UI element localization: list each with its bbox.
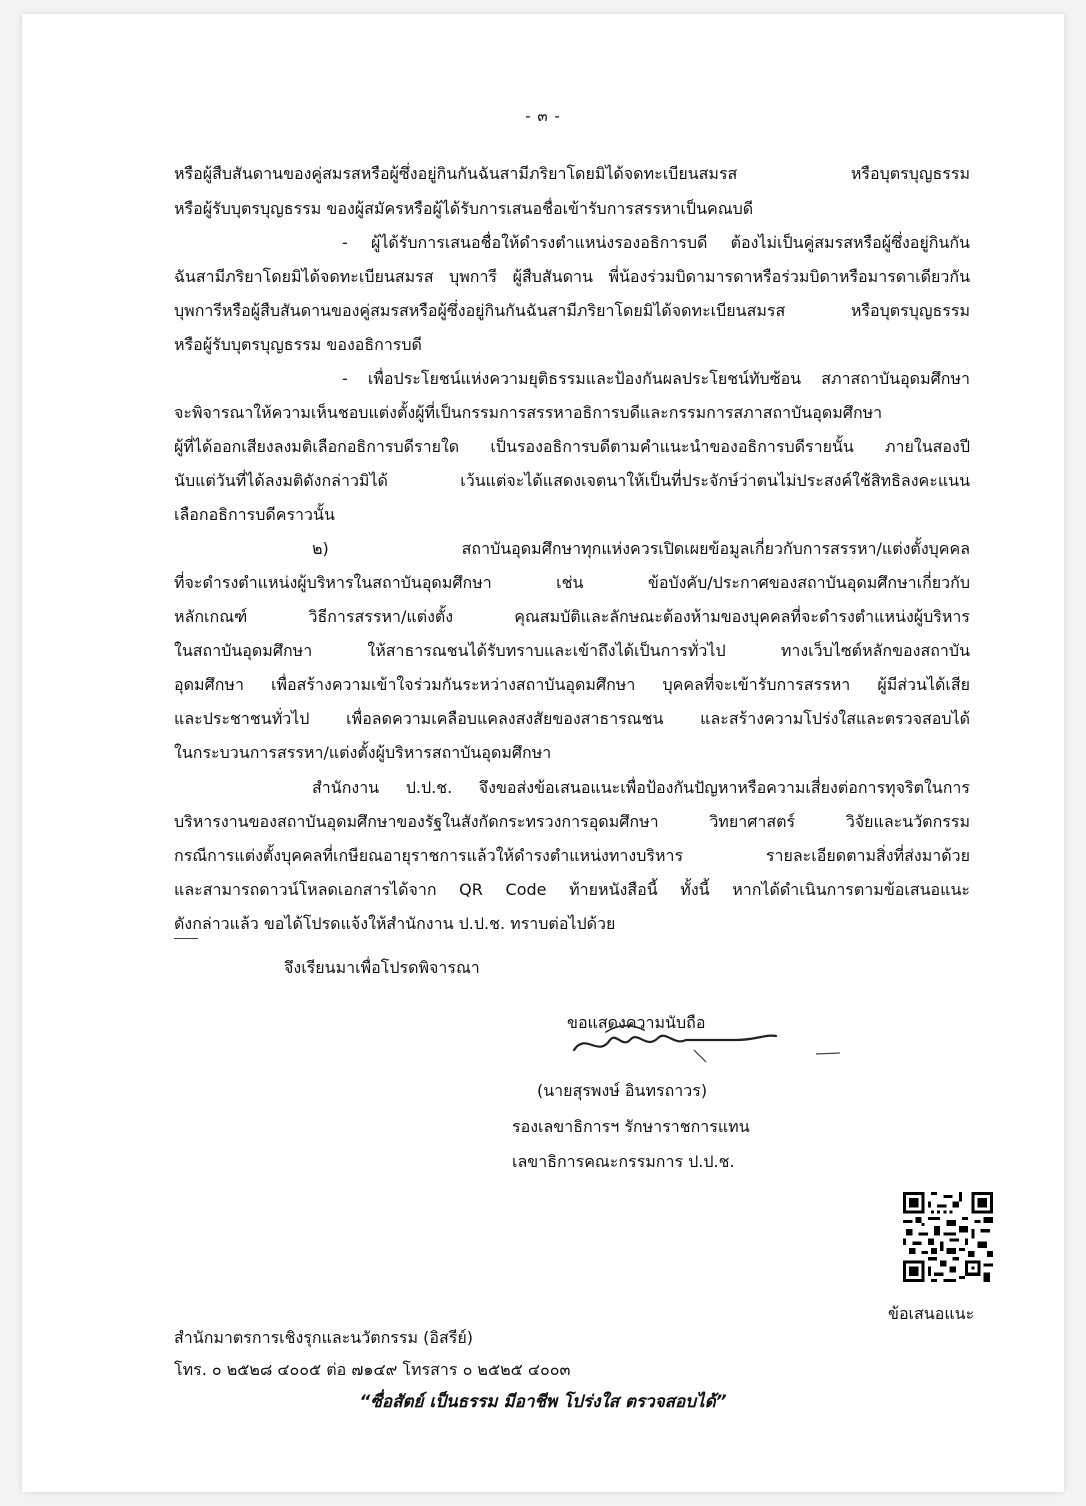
qr-code-label: ข้อเสนอแนะ [888,1304,975,1323]
qr-code-icon [903,1192,993,1282]
signer-position-2: เลขาธิการคณะกรรมการ ป.ป.ช. [512,1152,735,1171]
paragraph-line: ๒) สถาบันอุดมศึกษาทุกแห่งควรเปิดเผยข้อมูลเกี่ยวกับการสรรหา/แต่งตั้งบุคคล [312,539,970,558]
page-number: - ๓ - [525,107,561,125]
paragraph-line: ในกระบวนการสรรหา/แต่งตั้งผู้บริหารสถาบันอุดมศึกษา [174,743,552,762]
closing-request: จึงเรียนมาเพื่อโปรดพิจารณา [284,958,480,977]
paragraph-line: ฉันสามีภริยาโดยมิได้จดทะเบียนสมรส บุพการี ผู้สืบสันดาน พี่น้องร่วมบิดามารดาหรือร่วมบิดาหรือมารดาเดียวกัน [174,267,970,286]
paragraph-line: บุพการีหรือผู้สืบสันดานของคู่สมรสหรือผู้ซึ่งอยู่กินกันฉันสามีภริยาโดยมิได้จดทะเบียนสมรส หรือบุตรบุญธรรม [174,301,970,320]
footer-contact: โทร. ๐ ๒๕๒๘ ๔๐๐๕ ต่อ ๗๑๔๙ โทรสาร ๐ ๒๕๒๕ ๔๐๐๓ [174,1360,571,1379]
paragraph-line: ผู้ที่ได้ออกเสียงลงมติเลือกอธิการบดีรายใด เป็นรองอธิการบดีตามคำแนะนำของอธิการบดีรายนั้น ภายในสองปี [174,437,970,456]
underline-mark [174,938,198,939]
paragraph-line: บริหารงานของสถาบันอุดมศึกษาของรัฐในสังกัดกระทรวงการอุดมศึกษา วิทยาศาสตร์ วิจัยและนวัตกรรม [174,812,970,831]
paragraph-line: สำนักงาน ป.ป.ช. จึงขอส่งข้อเสนอแนะเพื่อป้องกันปัญหาหรือความเสี่ยงต่อการทุจริตในการ [312,778,970,797]
paragraph-line: ในสถาบันอุดมศึกษา ให้สาธารณชนได้รับทราบและเข้าถึงได้เป็นการทั่วไป ทางเว็บไซต์หลักของสถาบัน [174,641,970,660]
paragraph-line: ดังกล่าวแล้ว ขอได้โปรดแจ้งให้สำนักงาน ป.ป.ช. ทราบต่อไปด้วย [174,914,616,933]
paragraph-line: และสามารถดาวน์โหลดเอกสารได้จาก QR Code ท้ายหนังสือนี้ ทั้งนี้ หากได้ดำเนินการตามข้อเสนอแนะ [174,880,970,899]
signer-position-1: รองเลขาธิการฯ รักษาราชการแทน [512,1117,750,1136]
paragraph-line: หรือผู้รับบุตรบุญธรรม ของอธิการบดี [174,335,422,354]
signer-name: (นายสุรพงษ์ อินทรถาวร) [537,1081,708,1100]
paragraph-line: และประชาชนทั่วไป เพื่อลดความเคลือบแคลงสงสัยของสาธารณชน และสร้างความโปร่งใสและตรวจสอบได้ [174,709,970,728]
paragraph-line: หรือผู้รับบุตรบุญธรรม ของผู้สมัครหรือผู้ได้รับการเสนอชื่อเข้ารับการสรรหาเป็นคณบดี [174,199,754,218]
paragraph-line: นับแต่วันที่ได้ลงมติดังกล่าวมิได้ เว้นแต่จะได้แสดงเจตนาให้เป็นที่ประจักษ์ว่าตนไม่ประสงค์ใช้สิทธิลงคะแนน [174,471,970,490]
paragraph-line: เลือกอธิการบดีคราวนั้น [174,505,335,524]
paragraph-line: หรือผู้สืบสันดานของคู่สมรสหรือผู้ซึ่งอยู่กินกันฉันสามีภริยาโดยมิได้จดทะเบียนสมรส หรือบุตรบุญธรรม [174,164,970,183]
paragraph-line: หลักเกณฑ์ วิธีการสรรหา/แต่งตั้ง คุณสมบัติและลักษณะต้องห้ามของบุคคลที่จะดำรงตำแหน่งผู้บริหาร [174,607,970,626]
footer-slogan: “ซื่อสัตย์ เป็นธรรม มีอาชีพ โปร่งใส ตรวจสอบได้” [359,1392,727,1412]
paragraph-line: อุดมศึกษา เพื่อสร้างความเข้าใจร่วมกันระหว่างสถาบันอุดมศึกษา บุคคลที่จะเข้ารับการสรรหา ผู้มีส่วนได้เสีย [174,675,970,694]
paragraph-line: ที่จะดำรงตำแหน่งผู้บริหารในสถาบันอุดมศึกษา เช่น ข้อบังคับ/ประกาศของสถาบันอุดมศึกษาเกี่ยวกับ [174,573,970,592]
signature-image [566,1010,846,1070]
paragraph-line: - ผู้ได้รับการเสนอชื่อให้ดำรงตำแหน่งรองอธิการบดี ต้องไม่เป็นคู่สมรสหรือผู้ซึ่งอยู่กินกัน [342,233,970,252]
footer-office: สำนักมาตรการเชิงรุกและนวัตกรรม (อิสรีย์) [174,1328,473,1347]
paragraph-line: กรณีการแต่งตั้งบุคคลที่เกษียณอายุราชการแล้วให้ดำรงตำแหน่งทางบริหาร รายละเอียดตามสิ่งที่ส่งมาด้วย [174,846,970,865]
paragraph-line: จะพิจารณาให้ความเห็นชอบแต่งตั้งผู้ที่เป็นกรรมการสรรหาอธิการบดีและกรรมการสภาสถาบันอุดมศึกษา [174,403,883,422]
closing-regards: ขอแสดงความนับถือ [567,1013,706,1032]
paragraph-line: - เพื่อประโยชน์แห่งความยุติธรรมและป้องกันผลประโยชน์ทับซ้อน สภาสถาบันอุดมศึกษา [342,369,970,388]
